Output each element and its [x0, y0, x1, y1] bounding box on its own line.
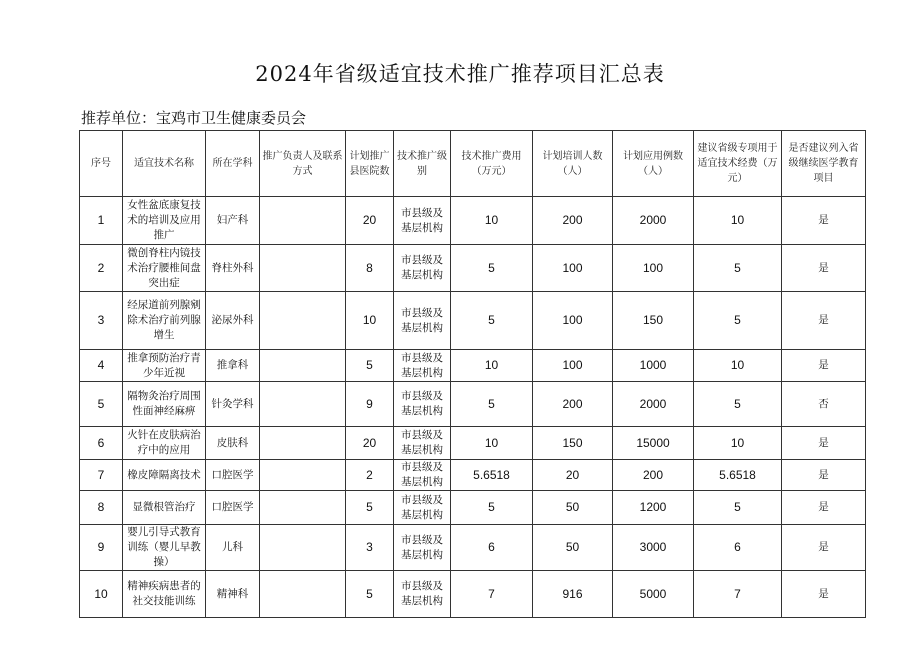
cell-tech-name: 精神疾病患者的社交技能训练	[123, 571, 206, 618]
header-cost: 技术推广费用（万元）	[451, 131, 533, 197]
table-row	[80, 245, 866, 292]
cell-hospitals: 2	[346, 460, 394, 491]
cell-dept: 口腔医学	[206, 491, 260, 525]
cell-include: 是	[782, 197, 866, 245]
table-row	[80, 197, 866, 245]
cell-include: 是	[782, 292, 866, 350]
cell-include: 是	[782, 427, 866, 460]
cell-tech-name: 推拿预防治疗青少年近视	[123, 350, 206, 382]
cell-dept: 口腔医学	[206, 460, 260, 491]
table-row	[80, 460, 866, 491]
cell-contact	[260, 571, 346, 618]
cell-contact	[260, 491, 346, 525]
table-row	[80, 350, 866, 382]
cell-hospitals: 20	[346, 427, 394, 460]
cell-dept: 泌尿外科	[206, 292, 260, 350]
header-row	[80, 131, 866, 197]
cell-level: 市县级及基层机构	[394, 197, 451, 245]
cell-cases: 1200	[613, 491, 694, 525]
cell-tech-name: 隔物灸治疗周围性面神经麻痹	[123, 382, 206, 427]
header-contact: 推广负责人及联系方式	[260, 131, 346, 197]
cell-dept: 推拿科	[206, 350, 260, 382]
cell-hospitals: 3	[346, 525, 394, 571]
cell-cases: 1000	[613, 350, 694, 382]
cell-contact	[260, 292, 346, 350]
cell-trainees: 50	[533, 491, 613, 525]
header-funding: 建议省级专项用于适宜技术经费（万元）	[694, 131, 782, 197]
cell-tech-name: 婴儿引导式教育训练（婴儿早教操）	[123, 525, 206, 571]
cell-seq: 9	[80, 525, 123, 571]
cell-trainees: 100	[533, 350, 613, 382]
summary-table	[79, 130, 866, 618]
cell-tech-name: 橡皮障隔离技术	[123, 460, 206, 491]
cell-hospitals: 5	[346, 491, 394, 525]
cell-cost: 5.6518	[451, 460, 533, 491]
recommend-unit: 推荐单位：宝鸡市卫生健康委员会	[81, 109, 307, 127]
cell-cost: 7	[451, 571, 533, 618]
table-row	[80, 427, 866, 460]
cell-trainees: 916	[533, 571, 613, 618]
cell-cost: 5	[451, 382, 533, 427]
header-tech-name: 适宜技术名称	[123, 131, 206, 197]
cell-contact	[260, 197, 346, 245]
cell-contact	[260, 245, 346, 292]
cell-cost: 10	[451, 427, 533, 460]
cell-dept: 针灸学科	[206, 382, 260, 427]
cell-cost: 6	[451, 525, 533, 571]
cell-trainees: 200	[533, 197, 613, 245]
header-level: 技术推广级别	[394, 131, 451, 197]
cell-cases: 15000	[613, 427, 694, 460]
cell-dept: 脊柱外科	[206, 245, 260, 292]
cell-level: 市县级及基层机构	[394, 382, 451, 427]
cell-trainees: 100	[533, 292, 613, 350]
cell-cost: 10	[451, 350, 533, 382]
cell-trainees: 150	[533, 427, 613, 460]
table-row	[80, 491, 866, 525]
cell-level: 市县级及基层机构	[394, 292, 451, 350]
cell-tech-name: 经尿道前列腺剜除术治疗前列腺增生	[123, 292, 206, 350]
cell-include: 是	[782, 491, 866, 525]
cell-include: 否	[782, 382, 866, 427]
cell-include: 是	[782, 571, 866, 618]
cell-hospitals: 9	[346, 382, 394, 427]
cell-contact	[260, 427, 346, 460]
cell-level: 市县级及基层机构	[394, 460, 451, 491]
cell-include: 是	[782, 245, 866, 292]
cell-seq: 4	[80, 350, 123, 382]
cell-seq: 5	[80, 382, 123, 427]
cell-trainees: 50	[533, 525, 613, 571]
header-hospitals: 计划推广县医院数	[346, 131, 394, 197]
cell-funding: 7	[694, 571, 782, 618]
cell-cases: 3000	[613, 525, 694, 571]
cell-include: 是	[782, 350, 866, 382]
cell-funding: 5	[694, 245, 782, 292]
cell-trainees: 100	[533, 245, 613, 292]
cell-level: 市县级及基层机构	[394, 491, 451, 525]
cell-funding: 10	[694, 427, 782, 460]
table-row	[80, 292, 866, 350]
header-seq: 序号	[80, 131, 123, 197]
cell-dept: 皮肤科	[206, 427, 260, 460]
cell-hospitals: 8	[346, 245, 394, 292]
table-row	[80, 571, 866, 618]
cell-seq: 2	[80, 245, 123, 292]
cell-trainees: 200	[533, 382, 613, 427]
cell-dept: 精神科	[206, 571, 260, 618]
cell-trainees: 20	[533, 460, 613, 491]
cell-hospitals: 5	[346, 571, 394, 618]
cell-seq: 10	[80, 571, 123, 618]
cell-contact	[260, 460, 346, 491]
cell-dept: 儿科	[206, 525, 260, 571]
cell-cost: 5	[451, 292, 533, 350]
cell-cases: 5000	[613, 571, 694, 618]
cell-contact	[260, 525, 346, 571]
cell-cases: 200	[613, 460, 694, 491]
cell-level: 市县级及基层机构	[394, 245, 451, 292]
cell-tech-name: 女性盆底康复技术的培训及应用推广	[123, 197, 206, 245]
cell-cost: 5	[451, 245, 533, 292]
cell-hospitals: 10	[346, 292, 394, 350]
cell-seq: 7	[80, 460, 123, 491]
cell-contact	[260, 382, 346, 427]
cell-cases: 2000	[613, 382, 694, 427]
cell-funding: 5	[694, 491, 782, 525]
cell-cases: 150	[613, 292, 694, 350]
table-row	[80, 382, 866, 427]
cell-funding: 5.6518	[694, 460, 782, 491]
cell-include: 是	[782, 525, 866, 571]
header-dept: 所在学科	[206, 131, 260, 197]
cell-seq: 8	[80, 491, 123, 525]
header-include: 是否建议列入省级继续医学教育项目	[782, 131, 866, 197]
cell-funding: 10	[694, 197, 782, 245]
cell-level: 市县级及基层机构	[394, 571, 451, 618]
cell-hospitals: 20	[346, 197, 394, 245]
cell-tech-name: 微创脊柱内镜技术治疗腰椎间盘突出症	[123, 245, 206, 292]
cell-contact	[260, 350, 346, 382]
cell-hospitals: 5	[346, 350, 394, 382]
cell-seq: 3	[80, 292, 123, 350]
header-cases: 计划应用例数（人）	[613, 131, 694, 197]
cell-funding: 5	[694, 292, 782, 350]
cell-funding: 5	[694, 382, 782, 427]
cell-dept: 妇产科	[206, 197, 260, 245]
page-title: 2024年省级适宜技术推广推荐项目汇总表	[255, 62, 665, 86]
cell-level: 市县级及基层机构	[394, 350, 451, 382]
cell-level: 市县级及基层机构	[394, 427, 451, 460]
cell-funding: 6	[694, 525, 782, 571]
cell-tech-name: 显微根管治疗	[123, 491, 206, 525]
cell-tech-name: 火针在皮肤病治疗中的应用	[123, 427, 206, 460]
cell-cases: 2000	[613, 197, 694, 245]
cell-level: 市县级及基层机构	[394, 525, 451, 571]
cell-cost: 10	[451, 197, 533, 245]
cell-include: 是	[782, 460, 866, 491]
cell-seq: 6	[80, 427, 123, 460]
cell-seq: 1	[80, 197, 123, 245]
cell-funding: 10	[694, 350, 782, 382]
header-trainees: 计划培训人数（人）	[533, 131, 613, 197]
table-row	[80, 525, 866, 571]
cell-cost: 5	[451, 491, 533, 525]
cell-cases: 100	[613, 245, 694, 292]
